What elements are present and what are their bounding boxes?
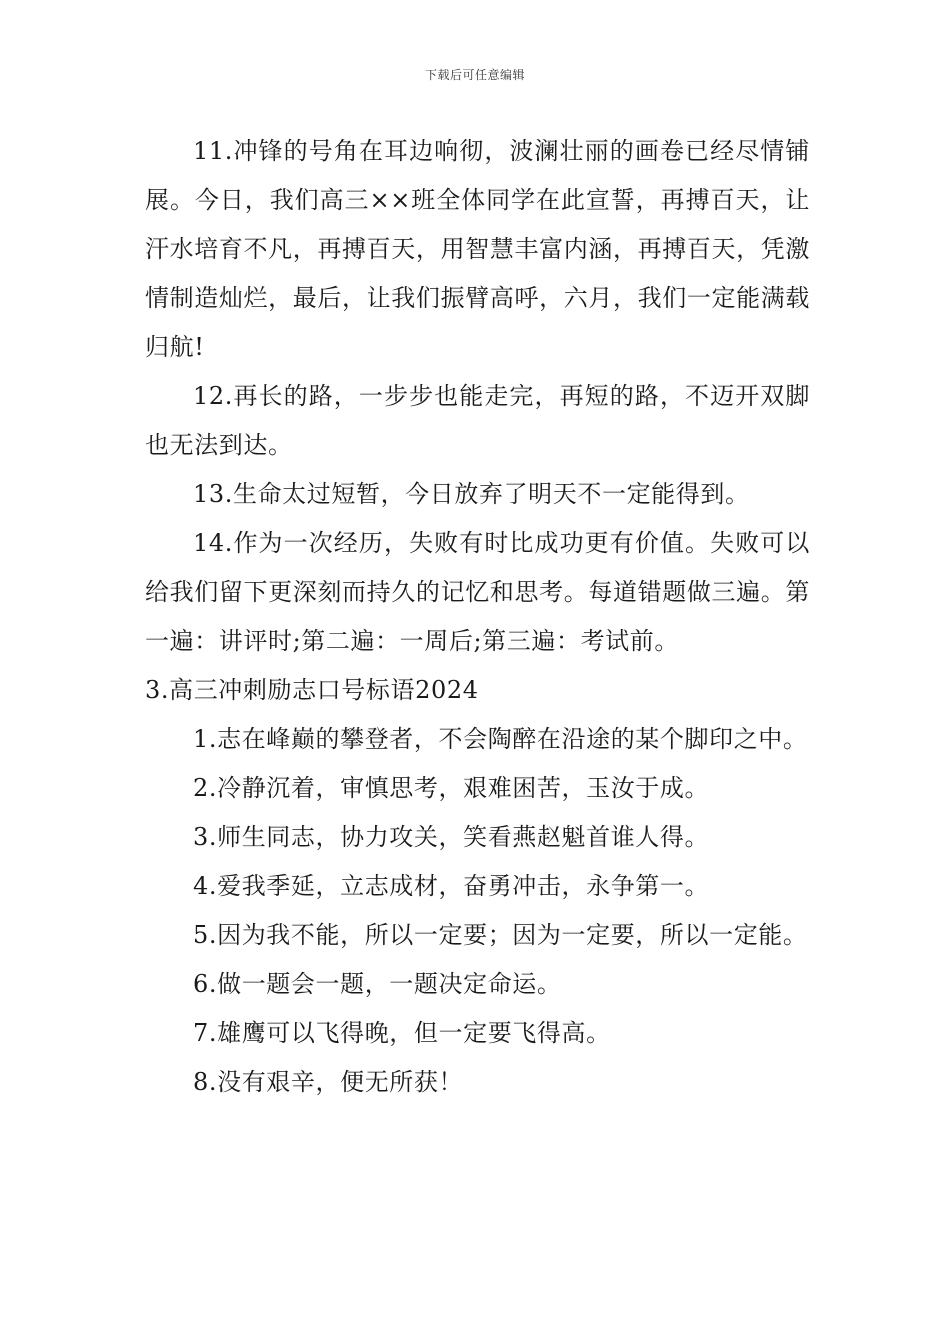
slogan-item-8: 8.没有艰辛，便无所获！ <box>193 1068 464 1096</box>
slogan-item-4: 4.爱我季延，立志成材，奋勇冲击，永争第一。 <box>193 872 710 900</box>
document-body <box>145 127 810 1107</box>
slogan-item-6: 6.做一题会一题，一题决定命运。 <box>193 970 562 998</box>
section-heading: 3.高三冲刺励志口号标语2024 <box>145 676 479 704</box>
paragraph-item-13: 13.生命太过短暂，今日放弃了明天不一定能得到。 <box>193 480 750 508</box>
paragraph-item-14: 14.作为一次经历，失败有时比成功更有价值。失败可以给我们留下更深刻而持久的记忆和思考。每道错题做三遍。第一遍：讲评时;第二遍：一周后;第三遍：考试前。 <box>145 529 810 655</box>
slogan-item-2: 2.冷静沉着，审慎思考，艰难困苦，玉汝于成。 <box>193 774 710 802</box>
header-note: 下载后可任意编辑 <box>424 68 525 82</box>
slogan-item-3: 3.师生同志，协力攻关，笑看燕赵魁首谁人得。 <box>193 823 710 851</box>
slogan-item-5: 5.因为我不能，所以一定要；因为一定要，所以一定能。 <box>193 921 808 949</box>
slogan-item-7: 7.雄鹰可以飞得晚，但一定要飞得高。 <box>193 1019 611 1047</box>
paragraph-item-11: 11.冲锋的号角在耳边响彻，波澜壮丽的画卷已经尽情铺展。今日，我们高三××班全体同学在此宣誓，再搏百天，让汗水培育不凡，再搏百天，用智慧丰富内涵，再搏百天，凭激情制造灿烂，最后，让我们振臂高呼，六月，我们一定能满载归航! <box>145 137 810 361</box>
paragraph-item-12: 12.再长的路，一步步也能走完，再短的路，不迈开双脚也无法到达。 <box>145 382 810 459</box>
slogan-item-1: 1.志在峰巅的攀登者，不会陶醉在沿途的某个脚印之中。 <box>193 725 808 753</box>
